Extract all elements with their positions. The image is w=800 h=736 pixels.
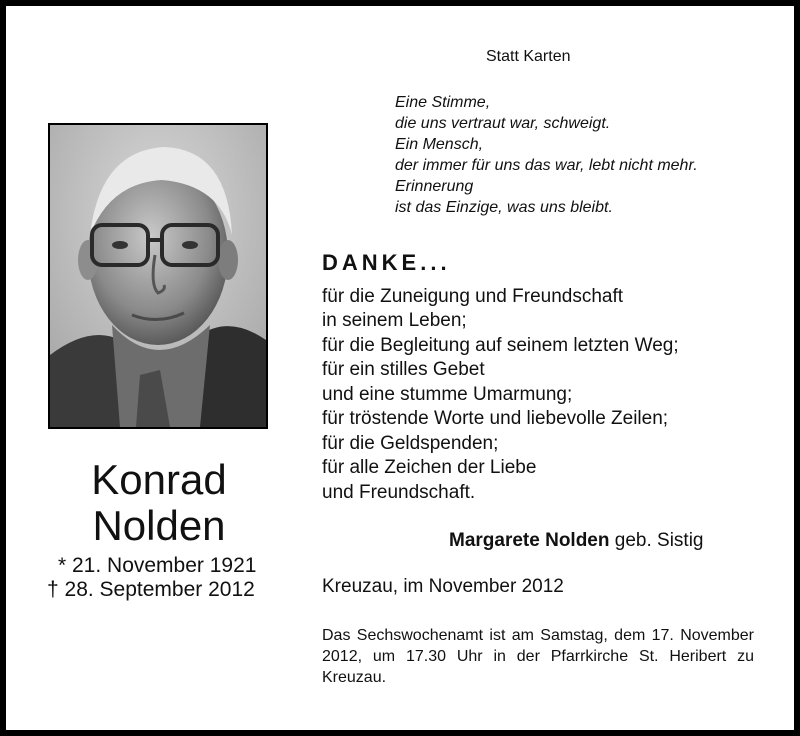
statt-karten: Statt Karten [486,48,571,65]
thanks-line: für die Begleitung auf seinem letzten Weg; [322,335,679,356]
poem-line: die uns vertraut war, schweigt. [395,115,611,132]
thanks-line: für ein stilles Gebet [322,359,485,380]
thanks-line: in seinem Leben; [322,310,467,331]
poem-line: Ein Mensch, [395,136,484,153]
deceased-first-name: Konrad [91,456,227,503]
deceased-last-name: Nolden [92,502,226,549]
portrait-photo [48,123,268,429]
poem-line: Erinnerung [395,178,474,195]
signature-name: Margarete Nolden [449,530,610,551]
danke-heading: DANKE... [322,250,451,275]
poem-line: Eine Stimme, [395,94,491,111]
poem-line: ist das Einzige, was uns bleibt. [395,199,613,216]
thanks-line: und eine stumme Umarmung; [322,384,573,405]
thanks-line: für die Geldspenden; [322,433,499,454]
thanks-line: für alle Zeichen der Liebe [322,457,537,478]
thanks-line: für die Zuneigung und Freundschaft [322,286,624,307]
birth-date: * 21. November 1921 [58,554,257,577]
signature [449,530,704,552]
poem-line: der immer für uns das war, lebt nicht mehr. [395,157,698,174]
mass-notice: Das Sechswochenamt ist am Samstag, dem 17. November 2012, um 17.30 Uhr in der Pfarrkirche St. Heribert zu Kreuzau. [322,627,754,686]
death-date: † 28. September 2012 [47,578,255,601]
place-date: Kreuzau, im November 2012 [322,576,564,597]
thanks-line: für tröstende Worte und liebevolle Zeilen; [322,408,669,429]
signature-suffix: geb. Sistig [614,530,704,551]
thanks-line: und Freundschaft. [322,482,476,503]
